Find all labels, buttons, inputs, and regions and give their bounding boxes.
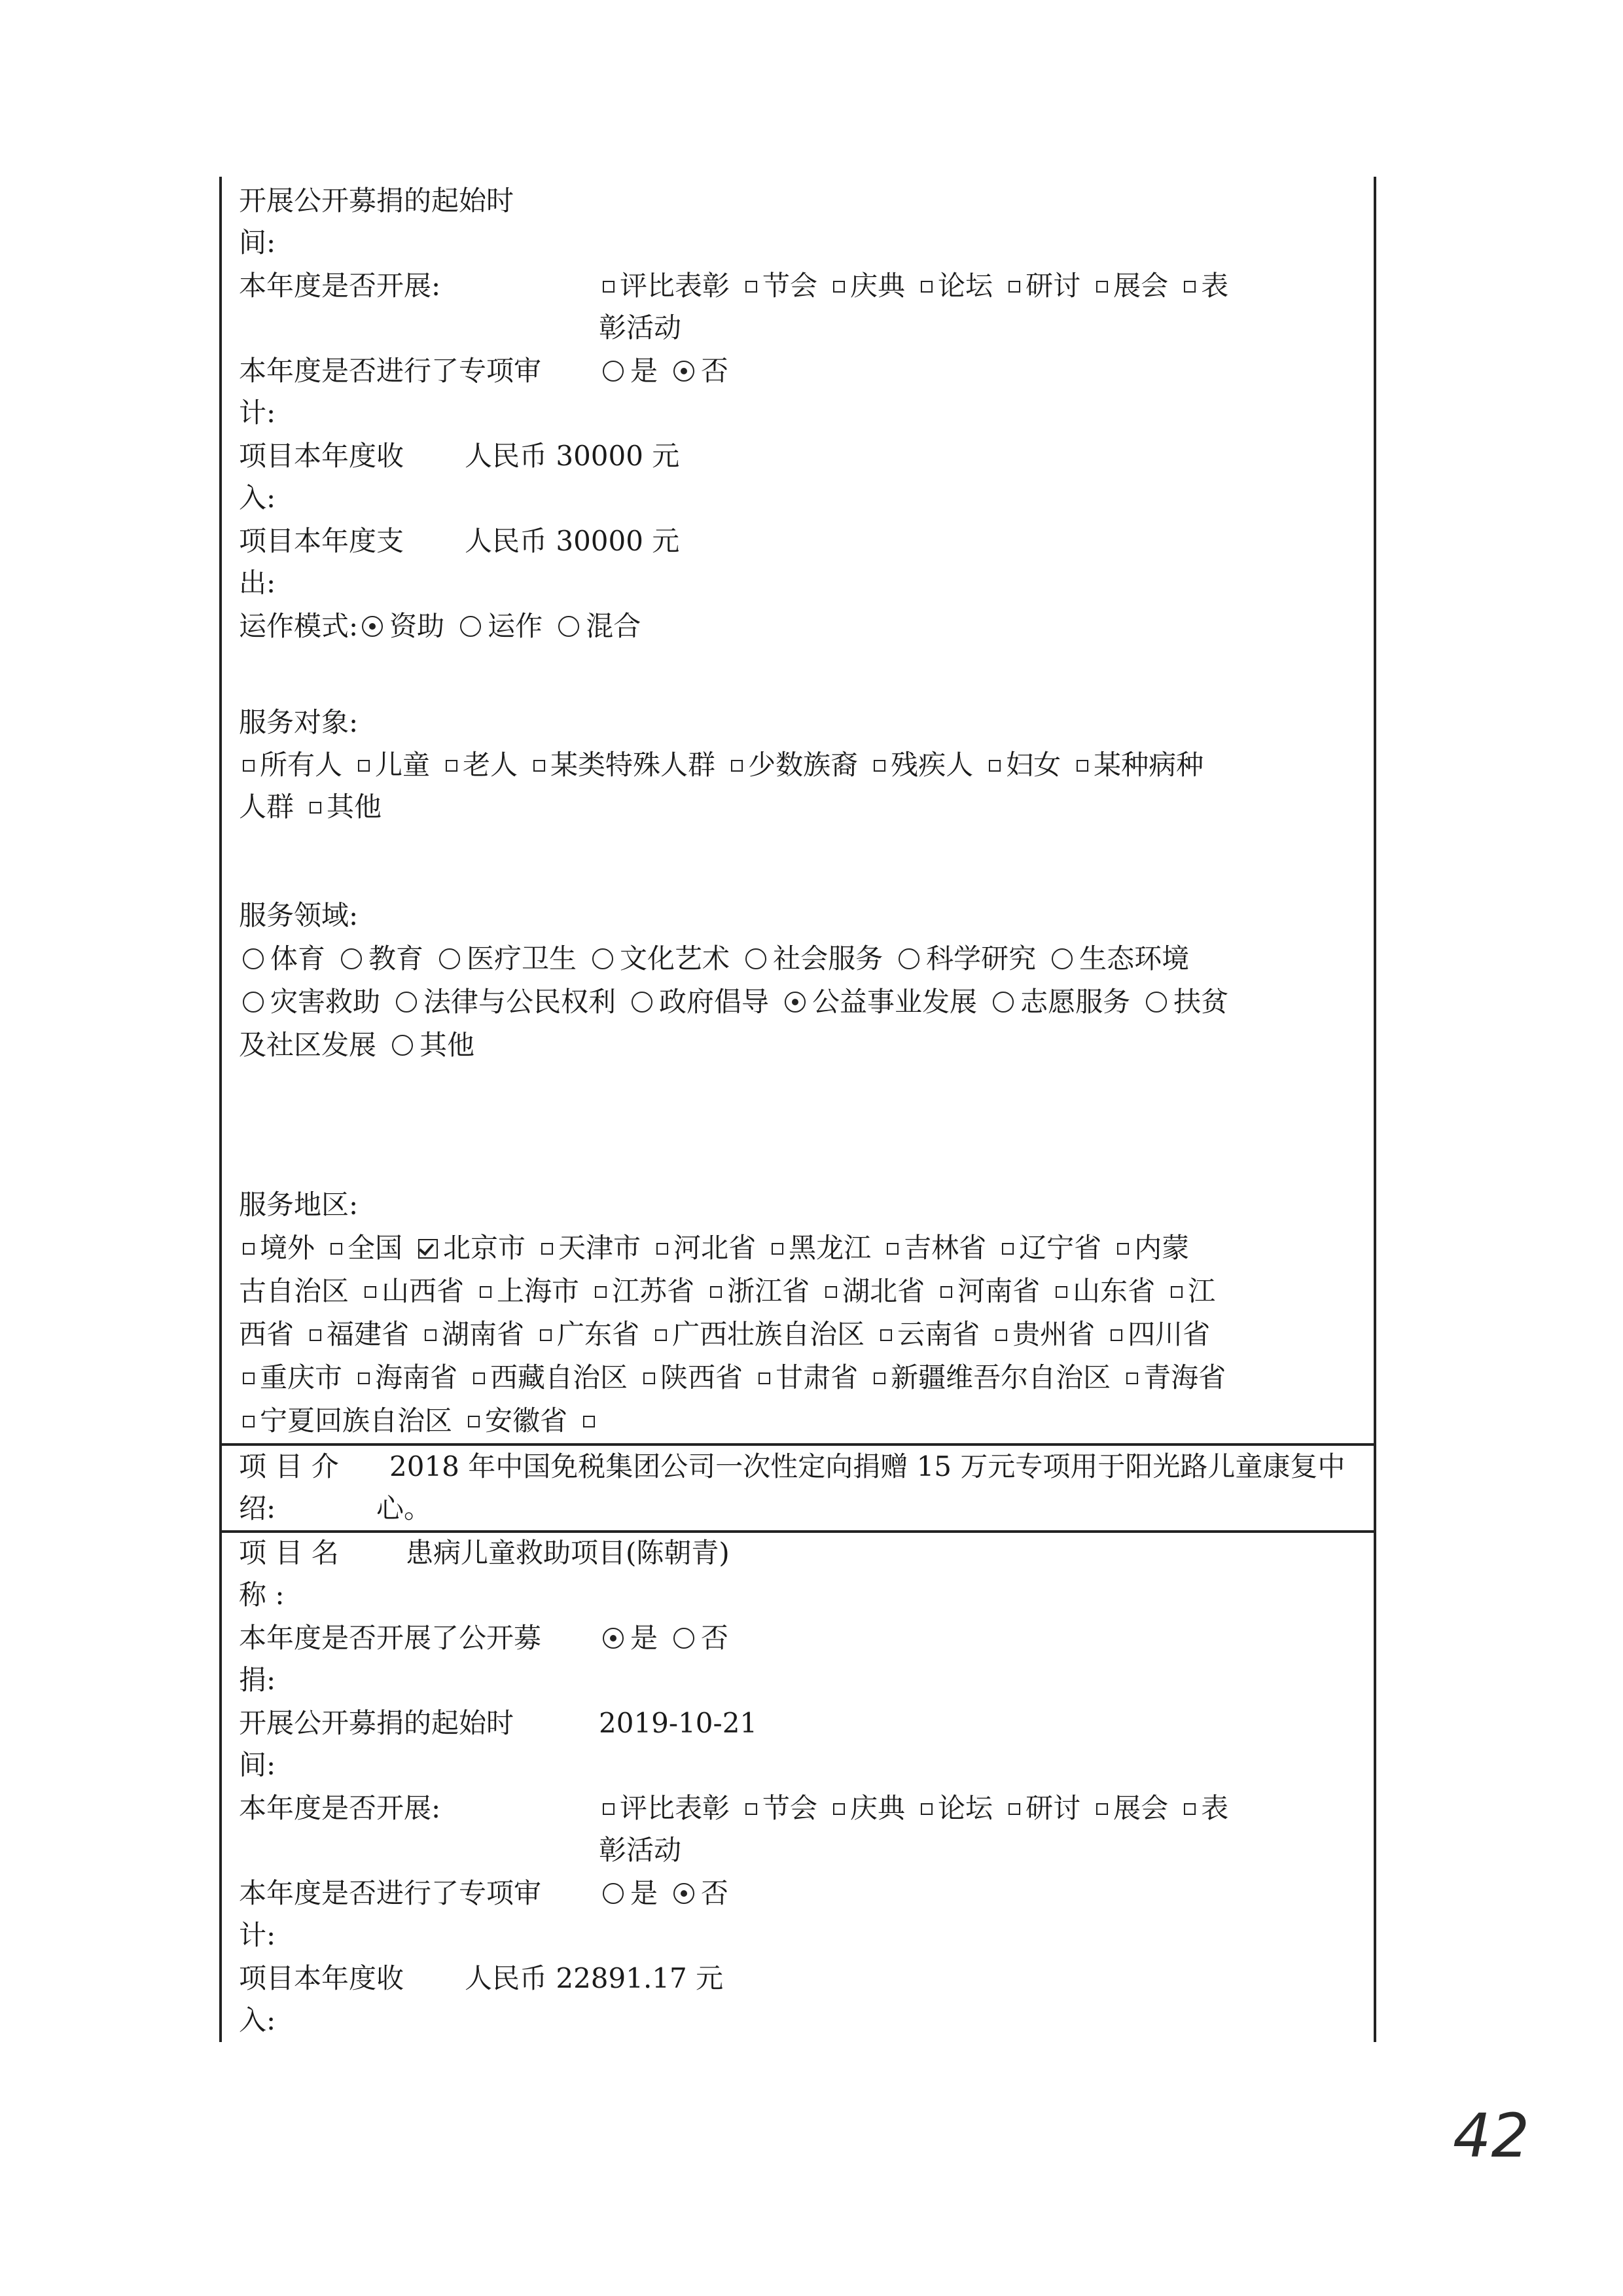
checkbox[interactable]: [358, 1372, 370, 1384]
project-name-label: 项 目 名: [239, 1537, 339, 1569]
radio-public-welfare[interactable]: [785, 992, 806, 1013]
audit-options: 是 否: [599, 352, 740, 390]
checkbox[interactable]: [1008, 1803, 1020, 1815]
radio[interactable]: [396, 992, 417, 1013]
checkbox[interactable]: [995, 1329, 1007, 1341]
income-value: 人民币 30000 元: [465, 440, 680, 472]
checkbox[interactable]: [989, 760, 1001, 772]
income-label: 项目本年度收: [239, 440, 404, 472]
fundraise-label-cont: 捐:: [239, 1664, 276, 1696]
intro-label-cont: 绍:: [239, 1492, 276, 1524]
mode-label: 运作模式:: [239, 610, 359, 642]
activities-cont: 彰活动: [599, 312, 682, 344]
checkbox[interactable]: [772, 1243, 783, 1255]
project-name-value: 患病儿童救助项目(陈朝青): [406, 1537, 730, 1569]
expense-value: 人民币 30000 元: [465, 525, 680, 557]
radio-yes[interactable]: [603, 361, 624, 382]
radio-no[interactable]: [673, 1628, 694, 1649]
checkbox[interactable]: [921, 281, 933, 293]
fields-options-cont2: 及社区发展 其他: [239, 1029, 475, 1061]
checkbox[interactable]: [758, 1372, 770, 1384]
fields-options-cont: 灾害救助 法律与公民权利 政府倡导 公益事业发展 志愿服务 扶贫: [239, 983, 1240, 1021]
checkbox[interactable]: [1096, 1803, 1108, 1815]
checkbox[interactable]: [468, 1416, 480, 1427]
checkbox[interactable]: [480, 1286, 491, 1298]
regions-options-cont3: 重庆市 海南省 西藏自治区 陕西省 甘肃省 新疆维吾尔自治区 青海省: [239, 1359, 1238, 1397]
regions-options-cont: 古自治区 山西省 上海市 江苏省 浙江省 湖北省 河南省 山东省 江: [239, 1275, 1216, 1307]
checkbox[interactable]: [310, 1329, 321, 1341]
radio-no[interactable]: [673, 1883, 694, 1904]
checkbox[interactable]: [887, 1243, 899, 1255]
checkbox[interactable]: [643, 1372, 655, 1384]
checkbox[interactable]: [358, 760, 370, 772]
regions-options: 境外 全国 北京市 天津市 河北省 黑龙江 吉林省 辽宁省 内蒙: [239, 1229, 1201, 1267]
checkbox[interactable]: [243, 1416, 255, 1427]
checkbox[interactable]: [833, 1803, 845, 1815]
row-divider: [219, 1443, 1374, 1446]
mode-row: 运作模式: 资助 运作 混合: [239, 610, 641, 642]
checkbox[interactable]: [540, 1329, 552, 1341]
checkbox[interactable]: [603, 281, 615, 293]
fundraise-options: 是 否: [599, 1619, 740, 1657]
start-time-label: 开展公开募捐的起始时: [239, 185, 514, 217]
checkbox[interactable]: [1008, 281, 1020, 293]
checkbox[interactable]: [656, 1243, 668, 1255]
checkbox[interactable]: [603, 1803, 615, 1815]
checkbox[interactable]: [833, 281, 845, 293]
checkbox[interactable]: [473, 1372, 485, 1384]
audit-label-cont: 计:: [239, 1919, 276, 1951]
checkbox[interactable]: [1117, 1243, 1129, 1255]
checkbox[interactable]: [243, 1372, 255, 1384]
checkbox[interactable]: [710, 1286, 722, 1298]
activities-label: 本年度是否开展:: [239, 1792, 441, 1824]
checkbox[interactable]: [880, 1329, 892, 1341]
targets-options: 所有人 儿童 老人 某类特殊人群 少数族裔 残疾人 妇女 某种病种: [239, 746, 1215, 784]
checkbox[interactable]: [310, 802, 321, 814]
intro-text: 2018 年中国免税集团公司一次性定向捐赠 15 万元专项用于阳光路儿童康复中: [389, 1450, 1346, 1482]
checkbox[interactable]: [1002, 1243, 1014, 1255]
checkbox[interactable]: [541, 1243, 553, 1255]
checkbox[interactable]: [1111, 1329, 1122, 1341]
radio[interactable]: [1146, 992, 1167, 1013]
row-divider: [219, 1530, 1374, 1533]
regions-label: 服务地区:: [239, 1189, 359, 1221]
checkbox[interactable]: [330, 1243, 342, 1255]
checkbox[interactable]: [425, 1329, 437, 1341]
checkbox[interactable]: [446, 760, 457, 772]
checkbox[interactable]: [1056, 1286, 1067, 1298]
activities-label: 本年度是否开展:: [239, 270, 441, 302]
expense-label: 项目本年度支: [239, 525, 404, 557]
checkbox[interactable]: [655, 1329, 667, 1341]
radio-no[interactable]: [673, 361, 694, 382]
activities-options: 评比表彰 节会 庆典 论坛 研讨 展会 表: [599, 1789, 1240, 1827]
audit-label: 本年度是否进行了专项审: [239, 355, 542, 387]
checkbox[interactable]: [745, 1803, 757, 1815]
checkbox[interactable]: [243, 1243, 255, 1255]
income-label-cont: 入:: [239, 482, 276, 514]
targets-options-cont: 人群 其他: [239, 791, 382, 823]
start-time-label-cont: 间:: [239, 226, 276, 259]
radio-yes[interactable]: [603, 1883, 624, 1904]
radio-mixed[interactable]: [558, 616, 579, 637]
radio[interactable]: [392, 1035, 413, 1056]
income-label: 项目本年度收: [239, 1962, 404, 1994]
checkbox[interactable]: [940, 1286, 952, 1298]
page-number: 42: [1453, 2101, 1530, 2171]
checkbox[interactable]: [1184, 1803, 1196, 1815]
intro-text-cont: 心。: [376, 1492, 432, 1524]
expense-label-cont: 出:: [239, 567, 276, 599]
radio-operate[interactable]: [460, 616, 481, 637]
checkbox[interactable]: [1096, 281, 1108, 293]
project-name-label-cont: 称 :: [239, 1579, 285, 1611]
checkbox[interactable]: [1126, 1372, 1138, 1384]
fields-label: 服务领域:: [239, 899, 359, 931]
radio[interactable]: [1052, 948, 1073, 969]
radio[interactable]: [243, 948, 264, 969]
start-time-value: 2019-10-21: [599, 1707, 758, 1739]
checkbox[interactable]: [533, 760, 545, 772]
regions-options-cont4: 宁夏回族自治区 安徽省: [239, 1402, 612, 1440]
income-label-cont: 入:: [239, 2004, 276, 2036]
audit-label: 本年度是否进行了专项审: [239, 1877, 542, 1909]
audit-options: 是 否: [599, 1874, 740, 1912]
radio[interactable]: [632, 992, 652, 1013]
checkbox[interactable]: [1077, 760, 1088, 772]
activities-cont: 彰活动: [599, 1834, 682, 1866]
targets-label: 服务对象:: [239, 706, 359, 738]
radio[interactable]: [439, 948, 460, 969]
radio[interactable]: [899, 948, 919, 969]
start-time-label-cont: 间:: [239, 1749, 276, 1781]
checkbox[interactable]: [1184, 281, 1196, 293]
start-time-label: 开展公开募捐的起始时: [239, 1707, 514, 1739]
radio-yes[interactable]: [603, 1628, 624, 1649]
checkbox[interactable]: [825, 1286, 837, 1298]
checkbox[interactable]: [874, 1372, 885, 1384]
fundraise-label: 本年度是否开展了公开募: [239, 1622, 542, 1654]
fields-options: 体育 教育 医疗卫生 文化艺术 社会服务 科学研究 生态环境: [239, 940, 1201, 978]
radio[interactable]: [993, 992, 1014, 1013]
checkbox[interactable]: [243, 760, 255, 772]
checkbox[interactable]: [583, 1416, 595, 1427]
radio[interactable]: [745, 948, 766, 969]
checkbox[interactable]: [921, 1803, 933, 1815]
radio[interactable]: [341, 948, 362, 969]
activities-options: 评比表彰 节会 庆典 论坛 研讨 展会 表: [599, 267, 1240, 305]
radio[interactable]: [592, 948, 613, 969]
checkbox[interactable]: [595, 1286, 607, 1298]
checkbox[interactable]: [731, 760, 743, 772]
income-value: 人民币 22891.17 元: [465, 1962, 724, 1994]
radio[interactable]: [243, 992, 264, 1013]
audit-label-cont: 计:: [239, 397, 276, 429]
checkbox[interactable]: [874, 760, 885, 772]
radio-fund[interactable]: [362, 616, 383, 637]
regions-options-cont2: 西省 福建省 湖南省 广东省 广西壮族自治区 云南省 贵州省 四川省: [239, 1318, 1211, 1350]
checkbox[interactable]: [365, 1286, 376, 1298]
checkbox-beijing[interactable]: [418, 1239, 438, 1259]
intro-label: 项 目 介: [239, 1450, 339, 1482]
checkbox[interactable]: [745, 281, 757, 293]
checkbox[interactable]: [1171, 1286, 1183, 1298]
